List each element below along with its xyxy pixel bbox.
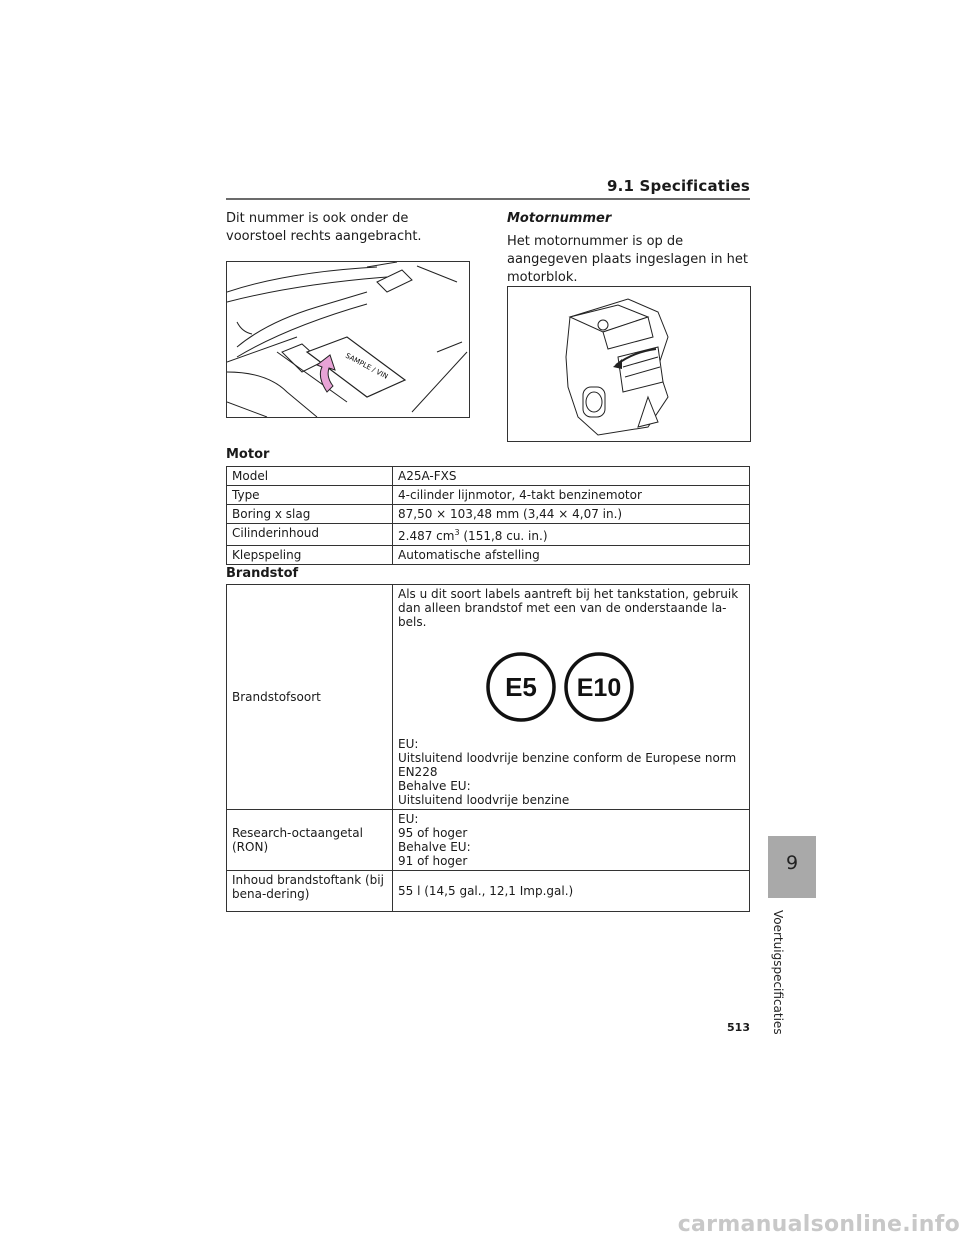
fuel-line: Uitsluitend loodvrije benzine — [398, 793, 570, 807]
chapter-title: Voertuigspecificaties — [771, 910, 785, 1035]
header-rule — [226, 198, 750, 200]
page-number: 513 — [727, 1021, 750, 1034]
table-row — [227, 486, 750, 505]
displacement-imperial: (151,8 cu. in.) — [459, 529, 548, 543]
table-row — [227, 524, 750, 546]
table-row — [227, 505, 750, 524]
table-cell-label: Klepspeling — [227, 546, 393, 565]
ron-line: 91 of hoger — [398, 854, 468, 868]
table-cell-value — [393, 810, 750, 871]
fuel-badges — [398, 629, 744, 727]
engine-number-text: Het motornummer is op de aangegeven plaats ingeslagen in het motorblok. — [507, 234, 748, 285]
seat-vin-illustration — [226, 261, 470, 418]
brandstof-table — [226, 584, 750, 912]
table-cell-value: 55 l (14,5 gal., 12,1 Imp.gal.) — [393, 871, 750, 912]
fuel-badge-graphic — [482, 629, 652, 727]
displacement-value: 2.487 cm — [398, 529, 455, 543]
displacement-unit-exponent: 3 — [454, 528, 460, 537]
table-cell-value: A25A-FXS — [393, 467, 750, 486]
fuel-line: Behalve EU: — [398, 779, 471, 793]
table-cell-label: Model — [227, 467, 393, 486]
fuel-line: EU: — [398, 737, 419, 751]
table-cell-value — [393, 524, 750, 546]
table-row — [227, 585, 750, 810]
table-cell-label: Cilinderinhoud — [227, 524, 393, 546]
chapter-number: 9 — [785, 852, 799, 874]
table-cell-value — [393, 585, 750, 810]
table-row — [227, 871, 750, 912]
seat-vin-note: Dit nummer is ook onder de voorstoel rechts aangebracht. — [226, 211, 422, 244]
engine-illustration — [507, 286, 751, 442]
table-row — [227, 546, 750, 565]
table-cell-value: 4-cilinder lijnmotor, 4-takt benzinemotor — [393, 486, 750, 505]
fuel-badge-e5: E5 — [505, 672, 537, 702]
ron-line: 95 of hoger — [398, 826, 468, 840]
table-row — [227, 467, 750, 486]
engine-number-title: Motornummer — [507, 211, 612, 226]
table-cell-value: Automatische afstelling — [393, 546, 750, 565]
ron-line: EU: — [398, 812, 419, 826]
brandstof-heading: Brandstof — [226, 566, 299, 581]
table-cell-label: Type — [227, 486, 393, 505]
vin-plate-label: SAMPLE / VIN — [344, 351, 390, 381]
ron-line: Behalve EU: — [398, 840, 471, 854]
engine-drawing — [508, 287, 750, 441]
table-cell-value: 87,50 × 103,48 mm (3,44 × 4,07 in.) — [393, 505, 750, 524]
seat-vin-drawing — [227, 262, 469, 417]
fuel-badge-e10: E10 — [576, 674, 622, 702]
watermark: carmanualsonline.info — [677, 1212, 960, 1237]
motor-heading: Motor — [226, 447, 270, 462]
fuel-instruction: Als u dit soort labels aantreft bij het tankstation, gebruik dan alleen brandstof met een van de onderstaande la-bels. — [398, 587, 739, 629]
section-header: 9.1 Specificaties — [606, 177, 750, 195]
table-cell-label: Research-octaangetal (RON) — [227, 810, 393, 871]
table-cell-label: Inhoud brandstoftank (bij bena-dering) — [227, 871, 393, 912]
table-cell-label: Brandstofsoort — [227, 585, 393, 810]
table-row — [227, 810, 750, 871]
fuel-line: Uitsluitend loodvrije benzine conform de Europese norm EN228 — [398, 751, 737, 779]
table-cell-label: Boring x slag — [227, 505, 393, 524]
motor-table — [226, 466, 750, 565]
